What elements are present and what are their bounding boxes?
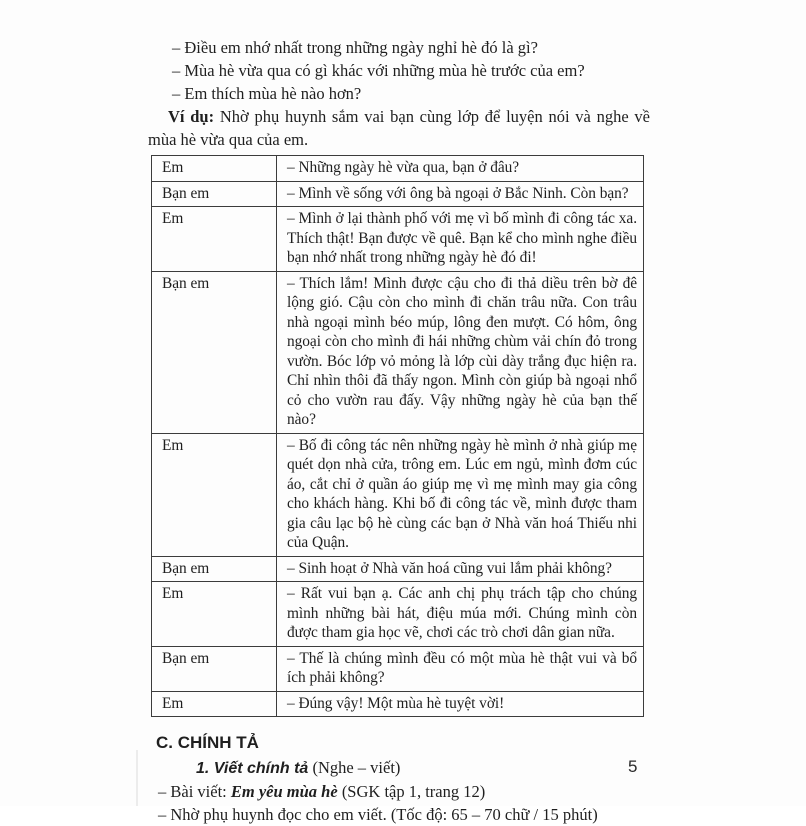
question-line: – Em thích mùa hè nào hơn? xyxy=(172,84,362,103)
table-row xyxy=(152,582,644,647)
table-row xyxy=(152,181,644,207)
dialogue-cell: – Những ngày hè vừa qua, bạn ở đâu? xyxy=(277,156,644,182)
bai-viet-line xyxy=(158,780,650,803)
dialogue-cell: – Thế là chúng mình đều có một mùa hè thật vui và bổ ích phải không? xyxy=(277,646,644,691)
speaker-cell: Bạn em xyxy=(152,556,277,582)
speaker-cell: Bạn em xyxy=(152,646,277,691)
dialogue-cell: – Mình về sống với ông bà ngoại ở Bắc Ninh. Còn bạn? xyxy=(277,181,644,207)
table-row xyxy=(152,271,644,433)
subsection-title-suffix: (Nghe – viết) xyxy=(308,758,401,777)
speaker-cell: Em xyxy=(152,691,277,717)
dialogue-cell: – Thích lắm! Mình được cậu cho đi thả diều trên bờ đê lộng gió. Cậu còn cho mình đi chăn trâu nữa. Con trâu nhà ngoại mình béo múp, lông đen mượt. Có hôm, ông ngoại còn cho mình đi hái những chùm vải chín đỏ trong vườn. Bóc lớp vỏ mỏng là lớp cùi dày trắng đục hiện ra. Chỉ nhìn thôi đã thấy ngon. Mình còn giúp bà ngoại nhổ cỏ cho vườn rau đấy. Vậy những ngày hè của bạn thế nào? xyxy=(277,271,644,433)
dialogue-cell: – Mình ở lại thành phố với mẹ vì bố mình đi công tác xa. Thích thật! Bạn được về quê. Bạn kể cho mình nghe điều bạn nhớ nhất trong những ngày hè đó đi! xyxy=(277,207,644,272)
bai-viet-prefix: – Bài viết: xyxy=(158,782,231,801)
dialogue-table-body xyxy=(152,156,644,717)
subsection-title-line xyxy=(196,756,650,780)
speaker-cell: Em xyxy=(152,156,277,182)
dialogue-cell: – Đúng vậy! Một mùa hè tuyệt vời! xyxy=(277,691,644,717)
example-text: Nhờ phụ huynh sắm vai bạn cùng lớp để luyện nói và nghe về mùa hè vừa qua của em. xyxy=(148,107,650,149)
speaker-cell: Em xyxy=(152,582,277,647)
question-line: – Mùa hè vừa qua có gì khác với những mùa hè trước của em? xyxy=(172,61,585,80)
table-row xyxy=(152,646,644,691)
scan-edge-artifact xyxy=(136,750,138,806)
speaker-cell: Em xyxy=(152,433,277,556)
example-paragraph xyxy=(148,105,650,151)
instruction-line: – Nhờ phụ huynh đọc cho em viết. (Tốc độ: 65 – 70 chữ / 15 phút) xyxy=(158,805,598,824)
table-row xyxy=(152,556,644,582)
chinh-ta-section xyxy=(148,731,650,826)
section-heading: C. CHÍNH TẢ xyxy=(156,733,259,752)
table-row xyxy=(152,691,644,717)
dialogue-cell: – Bố đi công tác nên những ngày hè mình ở nhà giúp mẹ quét dọn nhà cửa, trông em. Lúc em ngủ, mình đơm cúc áo, cắt chỉ ở quần áo giúp mẹ vì mẹ mình may gia công cho khách hàng. Khi bố đi công tác về, mình được tham gia câu lạc bộ hè cùng các bạn ở Nhà văn hoá Thiếu nhi của Quận. xyxy=(277,433,644,556)
dialogue-cell: – Sinh hoạt ở Nhà văn hoá cũng vui lắm phải không? xyxy=(277,556,644,582)
subsection-title: 1. Viết chính tả xyxy=(196,760,309,777)
dialogue-cell: – Rất vui bạn ạ. Các anh chị phụ trách tập cho chúng mình những bài hát, điệu múa mới. Chúng mình còn được tham gia học vẽ, chơi các trò chơi dân gian nữa. xyxy=(277,582,644,647)
speaker-cell: Bạn em xyxy=(152,181,277,207)
table-row xyxy=(152,156,644,182)
question-line: – Điều em nhớ nhất trong những ngày nghỉ hè đó là gì? xyxy=(172,38,538,57)
bai-viet-suffix: (SGK tập 1, trang 12) xyxy=(337,782,486,801)
speaker-cell: Em xyxy=(152,207,277,272)
dialogue-table xyxy=(151,155,644,717)
table-row xyxy=(152,207,644,272)
speaker-cell: Bạn em xyxy=(152,271,277,433)
example-label: Ví dụ: xyxy=(168,107,215,126)
table-row xyxy=(152,433,644,556)
page-number: 5 xyxy=(628,757,638,776)
page-content xyxy=(148,36,650,826)
bai-viet-title: Em yêu mùa hè xyxy=(230,782,338,801)
